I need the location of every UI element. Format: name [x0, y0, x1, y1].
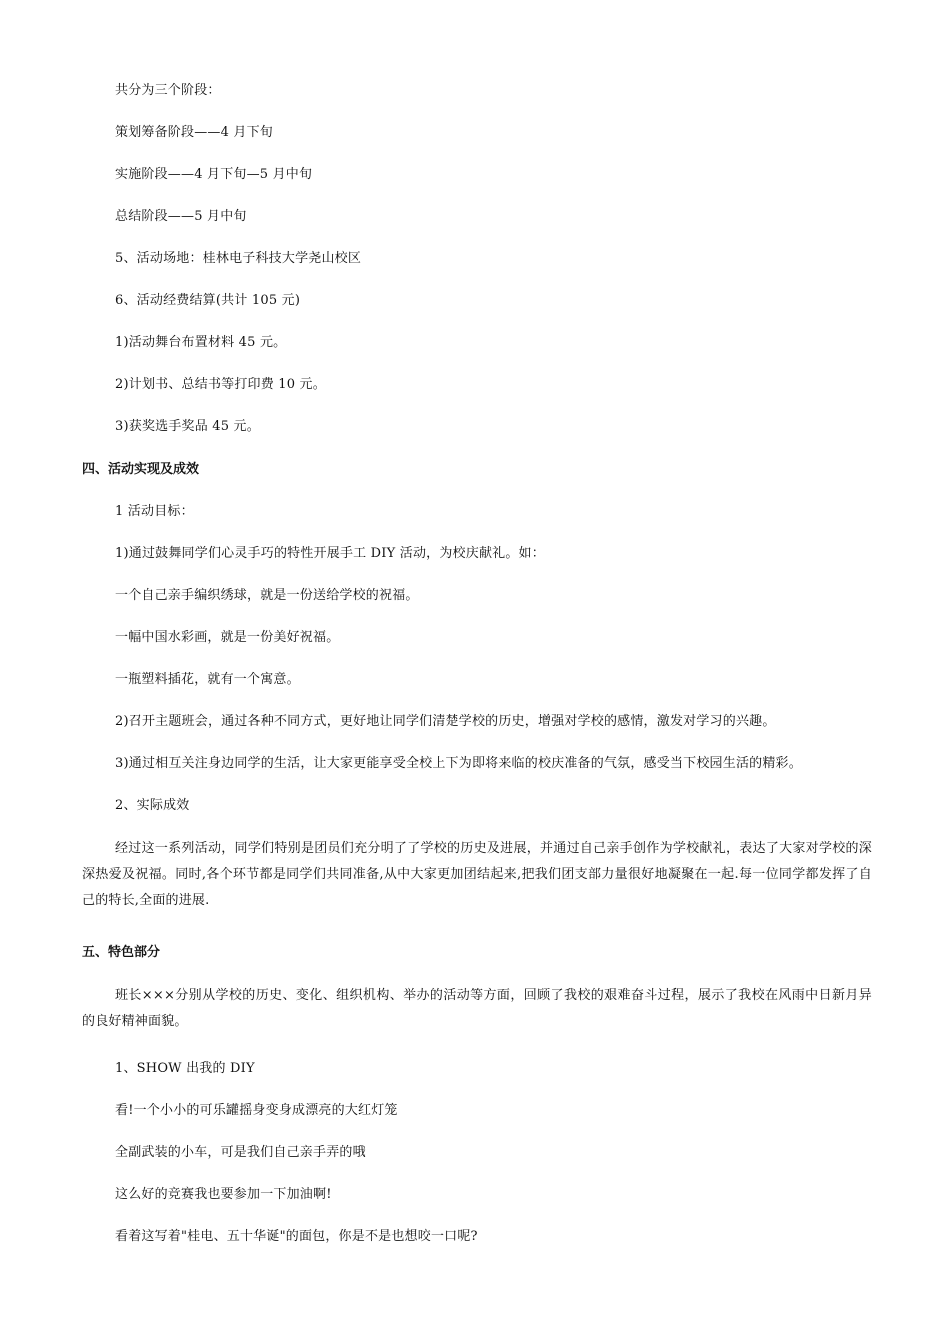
budget-title: 6、活动经费结算(共计 105 元) — [115, 293, 301, 308]
budget-item-1: 1)活动舞台布置材料 45 元。 — [115, 335, 287, 350]
section-5-heading: 五、特色部分 — [82, 945, 161, 960]
diy-line-2: 全副武装的小车，可是我们自己亲手弄的哦 — [115, 1145, 366, 1160]
goal-2: 2)召开主题班会，通过各种不同方式，更好地让同学们清楚学校的历史，增强对学校的感情，激发对学习的兴趣。 — [115, 714, 776, 729]
budget-item-2: 2)计划书、总结书等打印费 10 元。 — [115, 377, 326, 392]
goal-example-2: 一幅中国水彩画，就是一份美好祝福。 — [115, 630, 340, 645]
results-title: 2、实际成效 — [115, 798, 190, 813]
diy-line-4: 看着这写着"桂电、五十华诞"的面包，你是不是也想咬一口呢? — [115, 1229, 478, 1244]
diy-line-1: 看!一个小小的可乐罐摇身变身成漂亮的大红灯笼 — [115, 1103, 398, 1118]
budget-item-3: 3)获奖选手奖品 45 元。 — [115, 419, 260, 434]
goal-title: 1 活动目标： — [115, 504, 194, 519]
goal-example-1: 一个自己亲手编织绣球，就是一份送给学校的祝福。 — [115, 588, 419, 603]
goal-example-3: 一瓶塑料插花，就有一个寓意。 — [115, 672, 300, 687]
diy-line-3: 这么好的竞赛我也要参加一下加油啊! — [115, 1187, 332, 1202]
goal-3: 3)通过相互关注身边同学的生活，让大家更能享受全校上下为即将来临的校庆准备的气氛，感受当下校园生活的精彩。 — [115, 756, 802, 771]
stage-planning: 策划筹备阶段——4 月下旬 — [115, 125, 274, 140]
stage-summary: 总结阶段——5 月中旬 — [115, 209, 247, 224]
diy-title: 1、SHOW 出我的 DIY — [115, 1061, 255, 1076]
stage-intro: 共分为三个阶段： — [115, 83, 221, 98]
results-paragraph: 经过这一系列活动，同学们特别是团员们充分明了了学校的历史及进展，并通过自己亲手创作为学校献礼，表达了大家对学校的深深热爱及祝福。同时,各个环节都是同学们共同准备,从中大家更加团结起来,把我们团支部力量很好地凝聚在一起.每一位同学都发挥了自己的特长,全面的进展. — [82, 841, 872, 908]
goal-1: 1)通过鼓舞同学们心灵手巧的特性开展手工 DIY 活动，为校庆献礼。如： — [115, 546, 545, 561]
stage-implementation: 实施阶段——4 月下旬—5 月中旬 — [115, 167, 313, 182]
section-4-heading: 四、活动实现及成效 — [82, 462, 200, 477]
activity-venue: 5、活动场地：桂林电子科技大学尧山校区 — [115, 251, 362, 266]
features-paragraph: 班长×××分别从学校的历史、变化、组织机构、举办的活动等方面，回顾了我校的艰难奋斗过程，展示了我校在风雨中日新月异的良好精神面貌。 — [82, 988, 872, 1029]
